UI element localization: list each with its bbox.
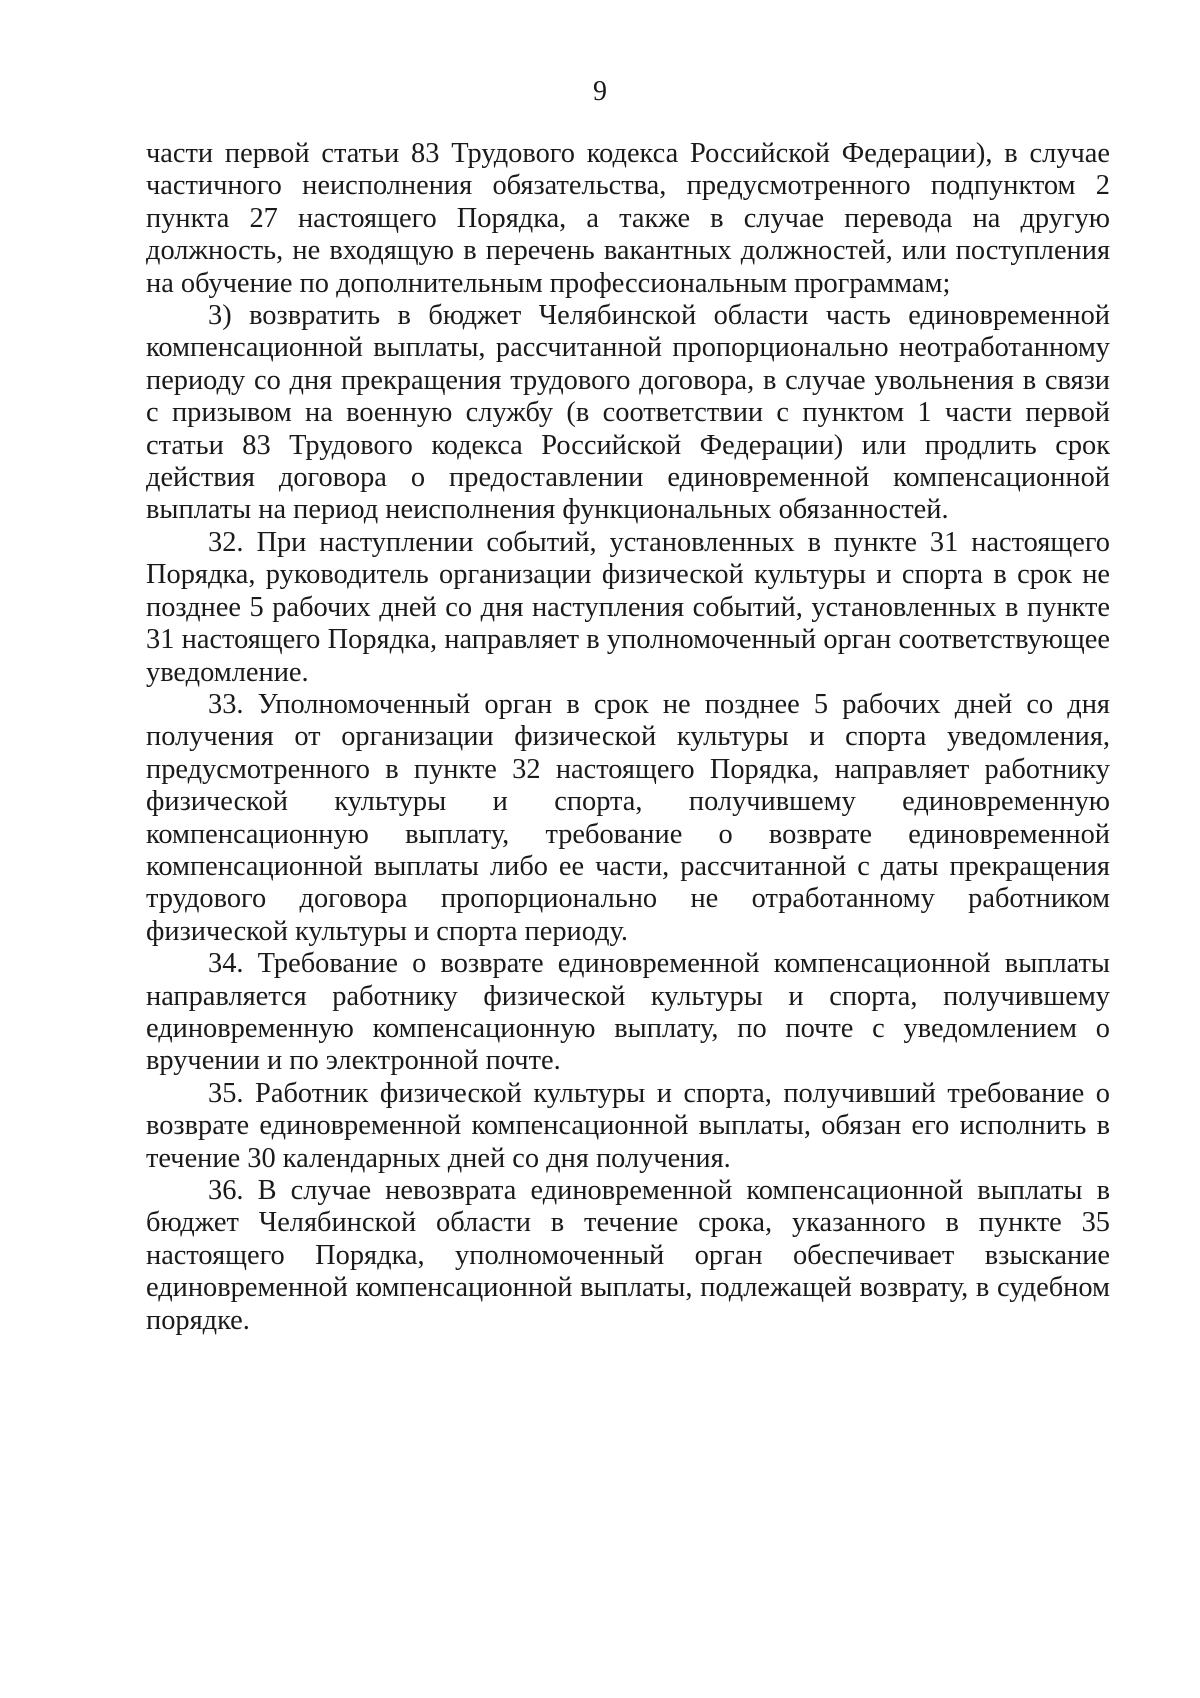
paragraph-35: 35. Работник физической культуры и спорта, получивший требование о возврате единовременной компенсационной выплаты, обязан его исполнить в течение 30 календарных дней со дня получения. (146, 1077, 1110, 1174)
paragraph-item-3: 3) возвратить в бюджет Челябинской области часть единовременной компенсационной выплаты, рассчитанной пропорционально неотработанному периоду со дня прекращения трудового договора, в случае увольнения в связи с призывом на военную службу (в соответствии с пунктом 1 части первой статьи 83 Трудового кодекса Российской Федерации) или продлить срок действия договора о предоставлении единовременной компенсационной выплаты на период неисполнения функциональных обязанностей. (146, 300, 1110, 526)
paragraph-36: 36. В случае невозврата единовременной компенсационной выплаты в бюджет Челябинской области в течение срока, указанного в пункте 35 настоящего Порядка, уполномоченный орган обеспечивает взыскание единовременной компенсационной выплаты, подлежащей возврату, в судебном порядке. (146, 1175, 1110, 1336)
paragraph-continuation: части первой статьи 83 Трудового кодекса Российской Федерации), в случае частичного неисполнения обязательства, предусмотренного подпунктом 2 пункта 27 настоящего Порядка, а также в случае перевода на другую должность, не входящую в перечень вакантных должностей, или поступления на обучение по дополнительным профессиональным программам; (146, 138, 1110, 299)
document-body (146, 138, 1110, 1337)
page-number: 9 (593, 76, 607, 107)
paragraph-33: 33. Уполномоченный орган в срок не позднее 5 рабочих дней со дня получения от организации физической культуры и спорта уведомления, предусмотренного в пункте 32 настоящего Порядка, направляет работнику физической культуры и спорта, получившему единовременную компенсационную выплату, требование о возврате единовременной компенсационной выплаты либо ее части, рассчитанной с даты прекращения трудового договора пропорционально не отработанному работником физической культуры и спорта периоду. (146, 688, 1110, 947)
paragraph-32: 32. При наступлении событий, установленных в пункте 31 настоящего Порядка, руководитель организации физической культуры и спорта в срок не позднее 5 рабочих дней со дня наступления событий, установленных в пункте 31 настоящего Порядка, направляет в уполномоченный орган соответствующее уведомление. (146, 526, 1110, 688)
paragraph-34: 34. Требование о возврате единовременной компенсационной выплаты направляется работнику физической культуры и спорта, получившему единовременную компенсационную выплату, по почте с уведомлением о вручении и по электронной почте. (146, 948, 1110, 1077)
